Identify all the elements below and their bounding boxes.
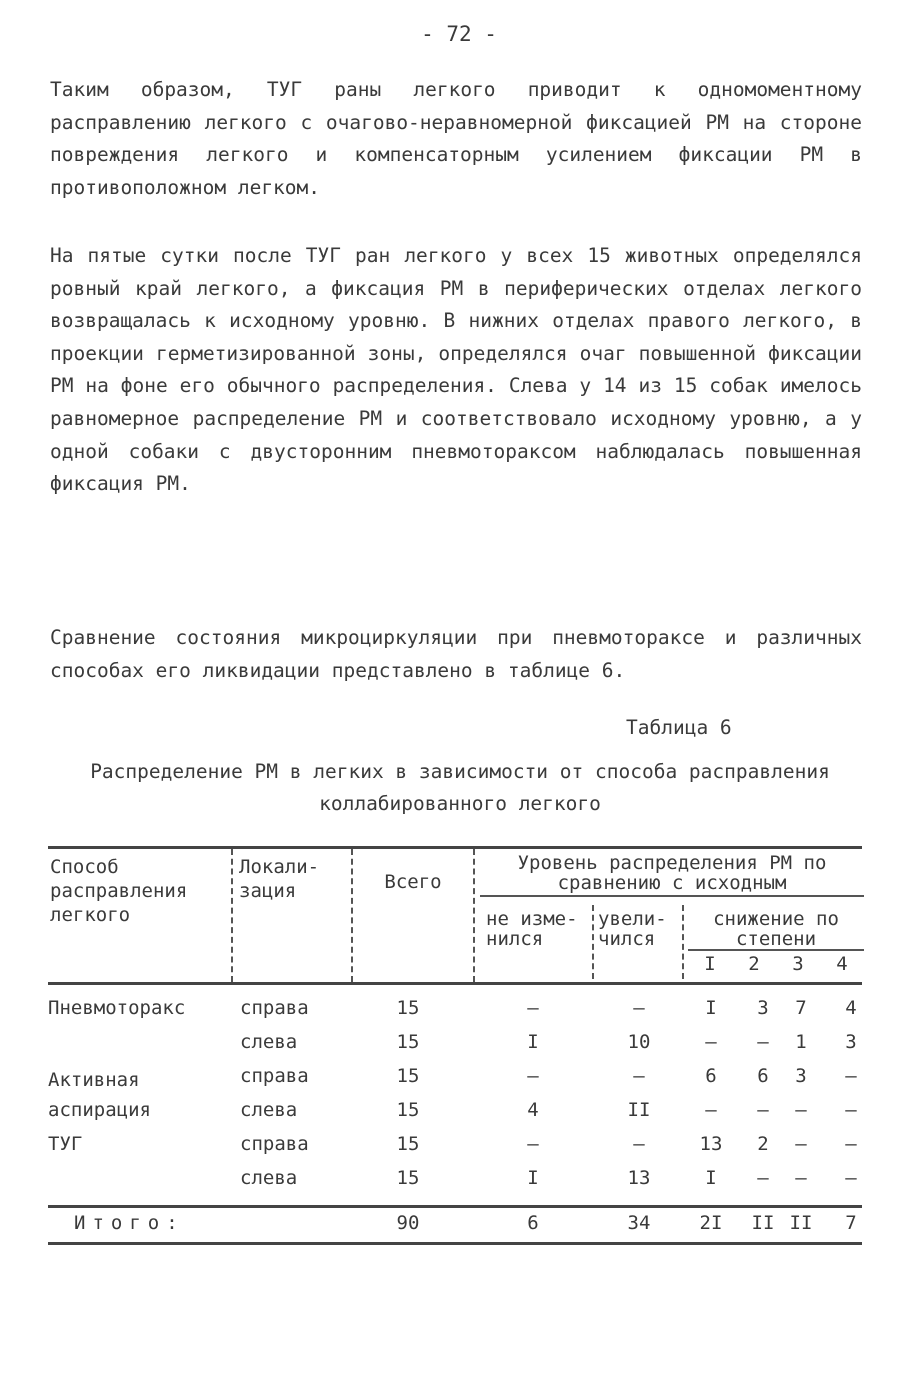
header-not-changed: не изме-нился [480,905,594,979]
cell-degree-2: II [751,1212,775,1234]
cell-degree-2: 2 [757,1133,769,1155]
header-degrees [688,953,864,979]
cell-degree-1: I [705,997,717,1019]
cell-not-changed: – [527,997,539,1019]
table-row [48,993,862,1027]
paragraph-1: Таким образом, ТУГ раны легкого приводит к одномоментному расправлению легкого с очагово-неравномерной фиксацией РМ на стороне повреждения легкого и компенсаторным усилением фиксации РМ в противоположном легком. [50,78,862,199]
cell-degree-4: – [845,1065,857,1087]
cell-not-changed: I [527,1167,539,1189]
cell-degree-4: 3 [845,1031,857,1053]
cell-method: ТУГ [48,1133,83,1155]
header-localization: Локали-зация [233,849,353,982]
cell-localization: справа [240,997,309,1019]
cell-degree-2: – [757,1167,769,1189]
cell-degree-4: – [845,1099,857,1121]
cell-total: 15 [396,997,420,1019]
cell-localization: слева [240,1099,298,1121]
header-degree-3: 3 [792,953,804,975]
cell-degree-3: 1 [795,1031,807,1053]
table-row [48,1163,862,1197]
cell-degree-3: – [795,1099,807,1121]
cell-degree-3: – [795,1167,807,1189]
cell-not-changed: – [527,1133,539,1155]
cell-not-changed: – [527,1065,539,1087]
header-decrease-group: снижение по степени [688,905,864,951]
header-degree-4: 4 [836,953,848,975]
table-total-row [48,1205,862,1245]
cell-degree-3: 3 [795,1065,807,1087]
cell-degree-1: 6 [705,1065,717,1087]
cell-degree-4: – [845,1167,857,1189]
cell-degree-2: 3 [757,997,769,1019]
paragraph-2: На пятые сутки после ТУГ ран легкого у всех 15 животных определялся ровный край легкого, а фиксация РМ в периферических отделах легкого возвращалась к исходному уровню. В нижних отделах правого легкого, в проекции герметизированной зоны, определялся очаг повышенной фиксации РМ на фоне его обычного распределения. Слева у 14 из 15 собак имелось равномерное распределение РМ и соответствовало исходному уровню, а у одной собаки с двусторонним пневмотораксом наблюдалась повышенная фиксация РМ. [50,244,862,496]
header-increased: увели-чился [594,905,684,979]
cell-degree-1: 13 [699,1133,723,1155]
cell-total: 90 [396,1212,420,1234]
cell-total: 15 [396,1065,420,1087]
cell-localization: справа [240,1065,309,1087]
header-method: Способ расправления легкого [48,849,233,982]
cell-degree-4: 4 [845,997,857,1019]
header-degree-2: 2 [748,953,760,975]
cell-not-changed: I [527,1031,539,1053]
cell-degree-1: I [705,1167,717,1189]
cell-increased: – [633,997,645,1019]
data-table [48,846,862,1245]
cell-increased: II [627,1099,651,1121]
header-total: Всего [353,849,475,982]
cell-total: 15 [396,1099,420,1121]
page-number: - 72 - [421,22,497,46]
cell-total: 15 [396,1031,420,1053]
cell-increased: 13 [627,1167,651,1189]
cell-localization: справа [240,1133,309,1155]
cell-increased: – [633,1065,645,1087]
paragraph-3: Сравнение состояния микроциркуляции при пневмотораксе и различных способах его ликвидации представлено в таблице 6. [50,626,862,682]
table-row [48,1095,862,1129]
header-level-group: Уровень распределения РМ по сравнению с исходным [480,849,864,897]
cell-degree-4: – [845,1133,857,1155]
cell-total: 15 [396,1133,420,1155]
table-row [48,1027,862,1061]
cell-total-label: Итого: [74,1212,185,1234]
cell-not-changed: 4 [527,1099,539,1121]
cell-localization: слева [240,1031,298,1053]
cell-degree-2: – [757,1031,769,1053]
cell-total: 15 [396,1167,420,1189]
cell-not-changed: 6 [527,1212,539,1234]
cell-increased: – [633,1133,645,1155]
table-number: Таблица 6 [626,716,732,739]
cell-degree-4: 7 [845,1212,857,1234]
cell-degree-1: – [705,1099,717,1121]
cell-degree-3: II [789,1212,813,1234]
cell-method: Пневмоторакс [48,997,186,1019]
cell-localization: слева [240,1167,298,1189]
table-row [48,1129,862,1163]
cell-degree-3: 7 [795,997,807,1019]
cell-degree-1: – [705,1031,717,1053]
cell-increased: 10 [627,1031,651,1053]
cell-degree-3: – [795,1133,807,1155]
table-caption: Распределение РМ в легких в зависимости от способа расправления коллабированного легкого [90,760,830,815]
table-header [48,849,862,985]
cell-degree-1: 2I [699,1212,723,1234]
header-degree-1: I [704,953,716,975]
cell-method: Активная аспирация [48,1069,151,1121]
cell-increased: 34 [627,1212,651,1234]
cell-degree-2: 6 [757,1065,769,1087]
cell-degree-2: – [757,1099,769,1121]
